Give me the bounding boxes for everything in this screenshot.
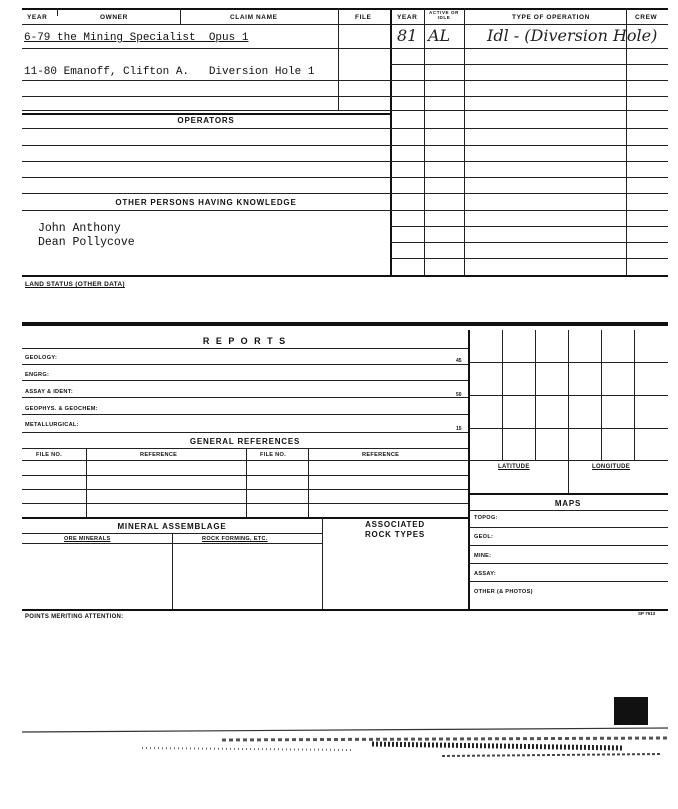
- form-number: SP 7913: [638, 611, 656, 616]
- owner-row-1: 6-79 the Mining Specialist Opus 1: [24, 32, 249, 44]
- maps-title: MAPS: [554, 499, 582, 508]
- report-geophys: GEOPHYS. & GEOCHEM:: [25, 406, 98, 412]
- owner-row-2: 11-80 Emanoff, Clifton A. Diversion Hole 1: [24, 66, 315, 78]
- maps-assay: ASSAY:: [474, 571, 497, 577]
- maps-other: OTHER (& PHOTOS): [474, 589, 533, 595]
- ref-col-reference2: REFERENCE: [362, 452, 400, 458]
- person-2: Dean Pollycove: [38, 236, 135, 249]
- handwritten-year: 81: [397, 26, 418, 45]
- longitude-label: LONGITUDE: [592, 464, 631, 470]
- col-active-idle: ACTIVE OR IDLE: [429, 10, 459, 20]
- report-geology: GEOLOGY:: [25, 355, 58, 361]
- col-year: YEAR: [27, 14, 48, 21]
- rock-forming-label: ROCK FORMING, ETC.: [202, 536, 268, 542]
- maps-geol: GEOL:: [474, 534, 494, 540]
- col-owner: OWNER: [100, 14, 128, 21]
- other-persons-label: OTHER PERSONS HAVING KNOWLEDGE: [115, 198, 297, 207]
- points-label: POINTS MERITING ATTENTION:: [25, 614, 124, 620]
- report-assay-num: 50: [456, 392, 462, 398]
- associated-rock-types: ASSOCIATED ROCK TYPES: [364, 520, 425, 539]
- handwritten-active: AL: [428, 26, 451, 45]
- reports-title: R E P O R T S: [202, 336, 288, 346]
- maps-topog: TOPOG:: [474, 515, 498, 521]
- mineral-title: MINERAL ASSEMBLAGE: [117, 522, 227, 531]
- report-assay: ASSAY & IDENT:: [25, 389, 74, 395]
- ref-col-file-no: FILE NO.: [36, 452, 63, 458]
- separator-bar: [22, 322, 668, 326]
- report-metallurgical: METALLURGICAL:: [25, 422, 79, 428]
- land-status-label: LAND STATUS (OTHER DATA): [25, 281, 125, 288]
- ref-col-reference: REFERENCE: [140, 452, 178, 458]
- general-references-title: GENERAL REFERENCES: [189, 437, 301, 446]
- scan-noise: [22, 718, 668, 778]
- col-year2: YEAR: [397, 14, 418, 21]
- latitude-label: LATITUDE: [498, 464, 530, 470]
- report-engrg: ENGRG:: [25, 372, 50, 378]
- ref-col-file-no2: FILE NO.: [260, 452, 287, 458]
- col-claim-name: CLAIM NAME: [230, 14, 278, 21]
- handwritten-type: Idl - (Diversion Hole): [487, 26, 658, 45]
- report-geology-num: 45: [456, 358, 462, 364]
- col-file: FILE: [355, 14, 372, 21]
- ore-minerals-label: ORE MINERALS: [64, 536, 111, 542]
- person-1: John Anthony: [38, 222, 121, 235]
- report-metallurgical-num: 15: [456, 426, 462, 432]
- col-type-operation: TYPE OF OPERATION: [512, 14, 590, 21]
- col-crew: CREW: [635, 14, 658, 21]
- operators-label: OPERATORS: [177, 116, 235, 125]
- maps-mine: MINE:: [474, 553, 492, 559]
